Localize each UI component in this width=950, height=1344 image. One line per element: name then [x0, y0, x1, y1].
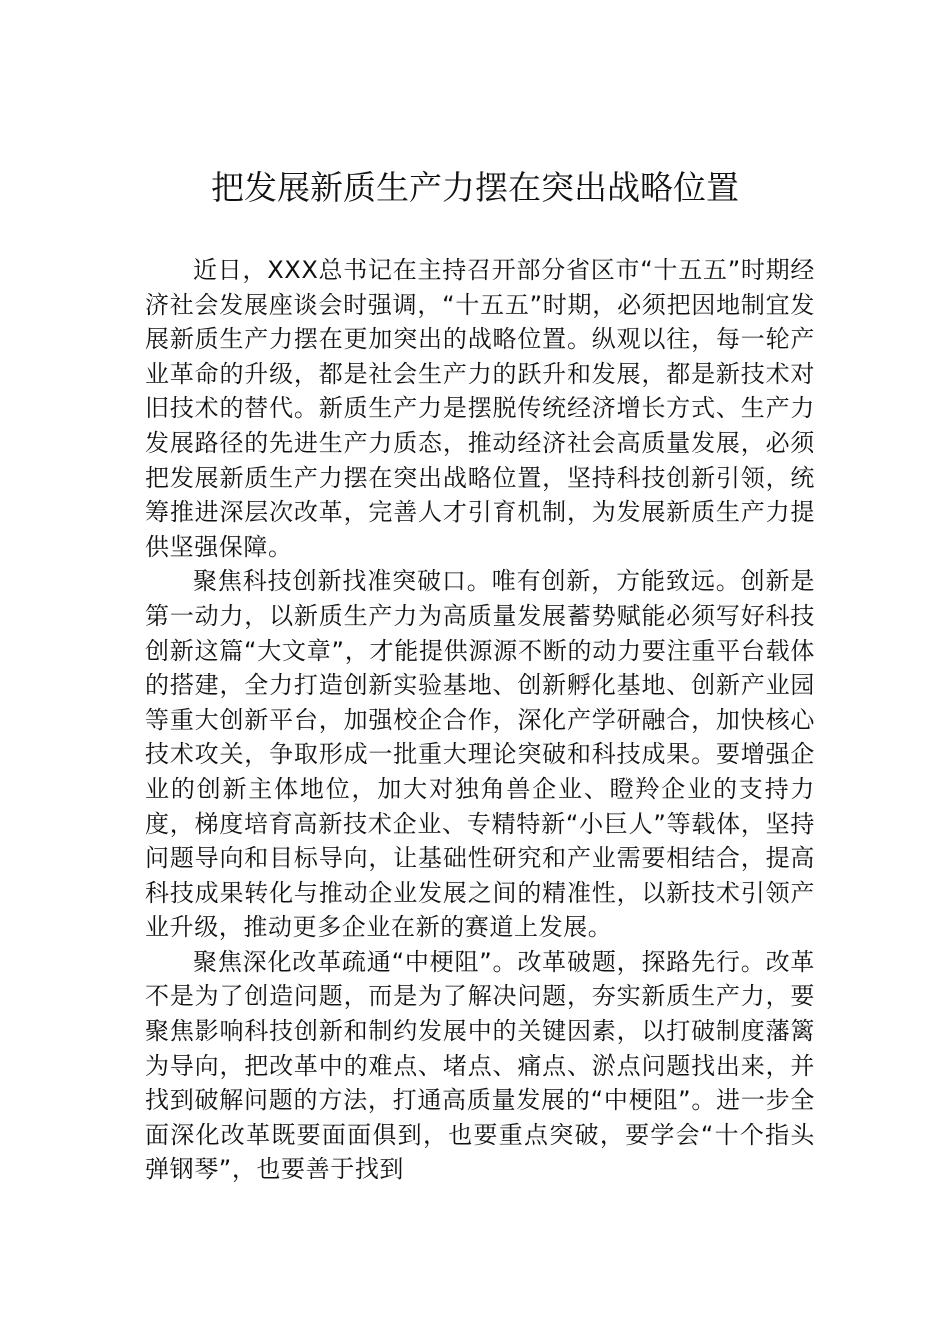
document-title: 把发展新质生产力摆在突出战略位置: [211, 168, 739, 207]
paragraph-intro: 近日，XXX总书记在主持召开部分省区市“十五五”时期经济社会发展座谈会时强调，“十五五”时期，必须把因地制宜发展新质生产力摆在更加突出的战略位置。纵观以往，每一轮产业革命的升级，都是社会生产力的跃升和发展，都是新技术对旧技术的替代。新质生产力是摆脱传统经济增长方式、生产力发展路径的先进生产力质态，推动经济社会高质量发展，必须把发展新质生产力摆在突出战略位置，坚持科技创新引领，统筹推进深层次改革，完善人才引育机制，为发展新质生产力提供坚强保障。: [145, 256, 815, 561]
document-body: [145, 253, 815, 1187]
paragraph-tech-innovation: 聚焦科技创新找准突破口。唯有创新，方能致远。创新是第一动力，以新质生产力为高质量发展蓄势赋能必须写好科技创新这篇“大文章”，才能提供源源不断的动力要注重平台载体的搭建，全力打造创新实验基地、创新孵化基地、创新产业园等重大创新平台，加强校企合作，深化产学研融合，加快核心技术攻关，争取形成一批重大理论突破和科技成果。要增强企业的创新主体地位，加大对独角兽企业、瞪羚企业的支持力度，梯度培育高新技术企业、专精特新“小巨人”等载体，坚持问题导向和目标导向，让基础性研究和产业需要相结合，提高科技成果转化与推动企业发展之间的精准性，以新技术引领产业升级，推动更多企业在新的赛道上发展。: [145, 567, 815, 942]
paragraph-deepen-reform: 聚焦深化改革疏通“中梗阻”。改革破题，探路先行。改革不是为了创造问题，而是为了解决问题，夯实新质生产力，要聚焦影响科技创新和制约发展中的关键因素，以打破制度藩篱为导向，把改革中的难点、堵点、痛点、淤点问题找出来，并找到破解问题的方法，打通高质量发展的“中梗阻”。进一步全面深化改革既要面面俱到，也要重点突破，要学会“十个指头弹钢琴”，也要善于找到: [145, 947, 815, 1184]
